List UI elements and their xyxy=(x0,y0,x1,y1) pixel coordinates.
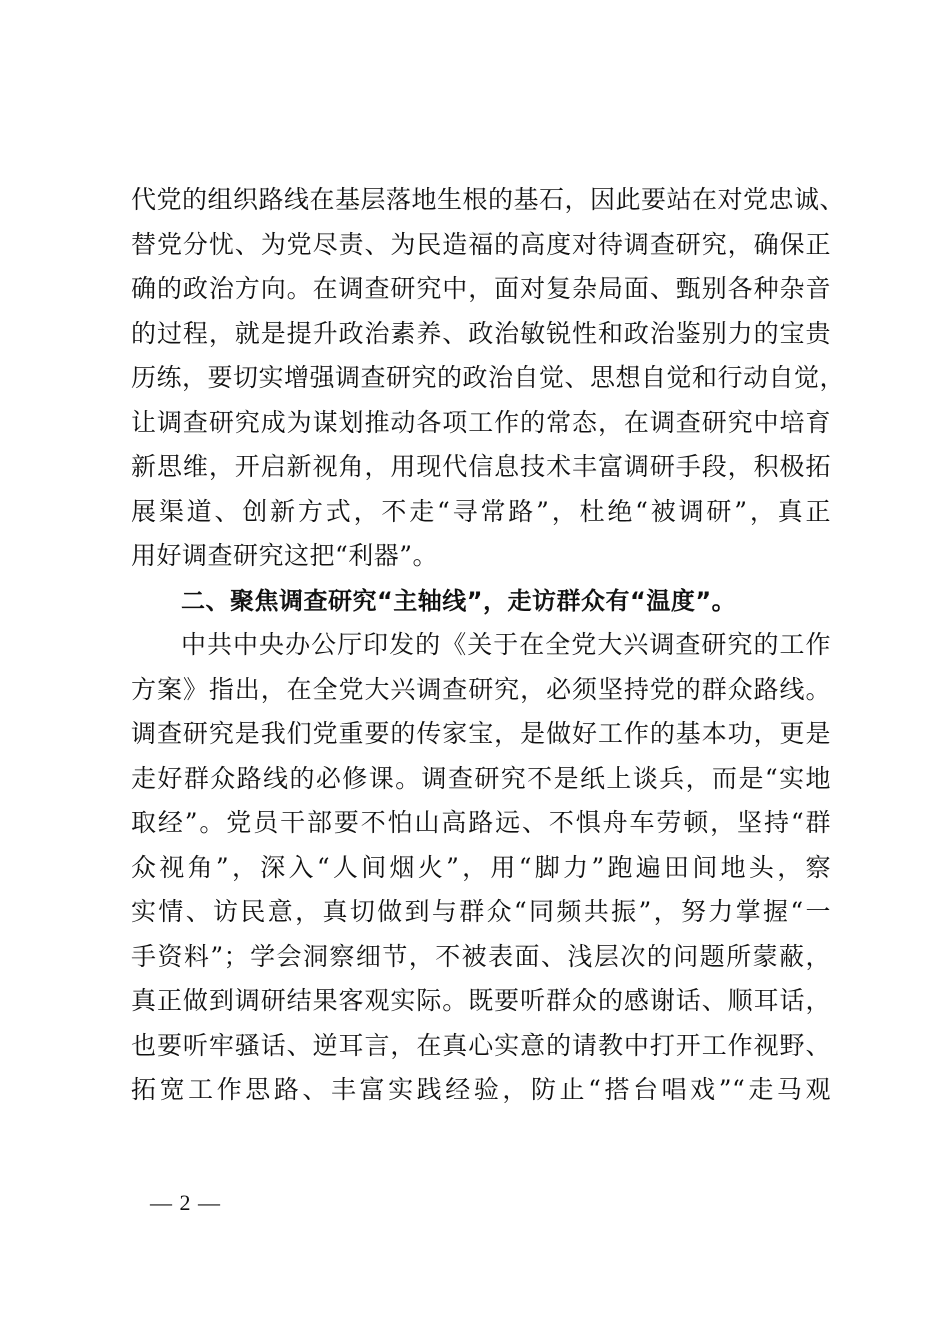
text-line: 展渠道、创新方式，不走“寻常路”，杜绝“被调研”，真正 xyxy=(131,496,831,526)
text-line: 拓宽工作思路、丰富实践经验，防止“搭台唱戏”“走马观 xyxy=(131,1075,831,1104)
text-line: 实情、访民意，真切做到与群众“同频共振”，努力掌握“一 xyxy=(131,897,831,926)
text-line: 调查研究是我们党重要的传家宝，是做好工作的基本功，更是 xyxy=(131,719,831,748)
text-line: 手资料”；学会洞察细节，不被表面、浅层次的问题所蒙蔽， xyxy=(131,941,831,971)
body-text xyxy=(131,178,846,1113)
text-line: 的过程，就是提升政治素养、政治敏锐性和政治鉴别力的宝贵 xyxy=(131,318,831,348)
text-line: 替党分忧、为党尽责、为民造福的高度对待调查研究，确保正 xyxy=(131,229,831,259)
text-line: 新思维，开启新视角，用现代信息技术丰富调研手段，积极拓 xyxy=(131,452,831,481)
paragraph-2 xyxy=(131,623,831,1113)
text-line: 让调查研究成为谋划推动各项工作的常态，在调查研究中培育 xyxy=(131,407,831,437)
text-line: 历练，要切实增强调查研究的政治自觉、思想自觉和行动自觉， xyxy=(131,363,846,392)
text-line: 方案》指出，在全党大兴调查研究，必须坚持党的群众路线。 xyxy=(131,674,831,704)
section-heading: 二、聚焦调查研究“主轴线”，走访群众有“温度”。 xyxy=(181,586,737,615)
text-line: 确的政治方向。在调查研究中，面对复杂局面、甄别各种杂音 xyxy=(131,274,831,303)
text-line: 代党的组织路线在基层落地生根的基石，因此要站在对党忠诚、 xyxy=(131,185,846,214)
text-line: 取经”。党员干部要不怕山高路远、不惧舟车劳顿，坚持“群 xyxy=(131,808,831,837)
text-line: 用好调查研究这把“利器”。 xyxy=(131,541,439,570)
text-line: 众视角”，深入“人间烟火”，用“脚力”跑遍田间地头，察 xyxy=(131,852,831,882)
page-number: — 2 — xyxy=(150,1190,221,1215)
text-line: 真正做到调研结果客观实际。既要听群众的感谢话、顺耳话， xyxy=(131,986,831,1015)
text-line: 走好群众路线的必修课。调查研究不是纸上谈兵，而是“实地 xyxy=(131,763,831,793)
paragraph-1 xyxy=(131,178,846,579)
text-line: 中共中央办公厅印发的《关于在全党大兴调查研究的工作 xyxy=(181,630,831,659)
text-line: 也要听牢骚话、逆耳言，在真心实意的请教中打开工作视野、 xyxy=(131,1030,831,1060)
